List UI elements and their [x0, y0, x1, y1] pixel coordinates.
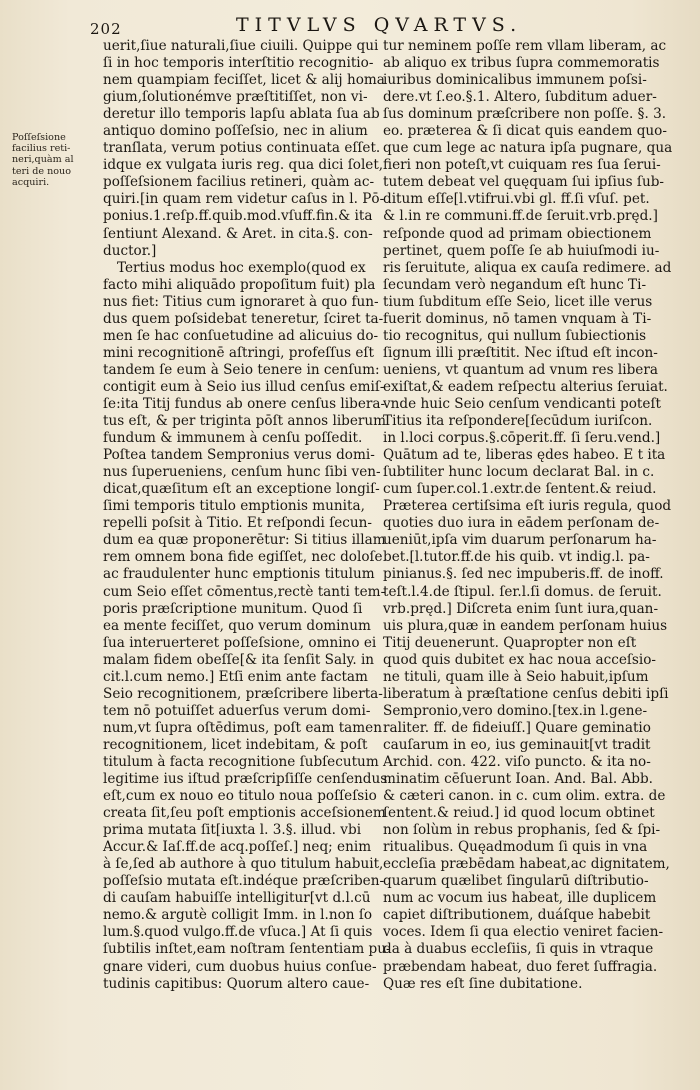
text-line: malam fidem obeſſe[& ita ſenſit Saly. in: [103, 651, 375, 668]
text-line: prima mutata ſit[iuxta l. 3.§. illud. vbi: [103, 822, 362, 839]
text-line: ditum eſſe[l.vtifrui.vbi gl. ff.ſi vſuſ. pet.: [383, 191, 650, 208]
text-line: ſus dominum præſcribere non poſſe. §. 3.: [383, 106, 667, 123]
text-line: ea mente feciſſet, quo verum dominum: [103, 617, 371, 634]
text-line: eſt,cum ex nouo eo titulo noua poſſeſsio: [103, 788, 377, 805]
text-line: & cæteri canon. in c. cum olim. extra. de: [383, 788, 666, 805]
text-line: in l.loci corpus.§.cōperit.ff. ſi ſeru.vend.]: [383, 430, 661, 447]
text-line: cauſarum in eo, ius geminauit[vt tradit: [383, 736, 651, 753]
text-line: iuribus dominicalibus immunem poſsi-: [383, 72, 647, 89]
text-line: tem nō potuiſſet aduerſus verum domi-: [103, 702, 371, 719]
text-line: di cauſam habuiſſe intelligitur[vt d.l.cū: [103, 890, 371, 907]
text-line: num ac vocum ius habeat, ille duplicem: [383, 890, 657, 907]
margin-note-line: neri,quàm al: [12, 154, 74, 166]
text-line: poris præſcriptione munitum. Quod ſi: [103, 600, 363, 617]
text-line: ueniūt,ipſa vim duarum perſonarum ha-: [383, 532, 657, 549]
text-line: tus eſt, & per triginta pōſt annos liberum: [103, 413, 387, 430]
text-line: raliter. ff. de fideiuſſ.] Quare geminatio: [383, 719, 651, 736]
text-line: non ſolùm in rebus prophanis, ſed & ſpi-: [383, 822, 661, 839]
text-line: ac fraudulenter hunc emptionis titulum: [103, 566, 375, 583]
text-line: ſimi temporis titulo emptionis munita,: [103, 498, 365, 515]
text-line: ris ſeruitute, aliqua ex cauſa redimere. ad: [383, 259, 672, 276]
text-line: voces. Idem ſi qua electio veniret facien-: [383, 924, 664, 941]
text-line: teſt.l.4.de ſtipul. ſer.l.ſi domus. de ſeruit.: [383, 583, 662, 600]
text-line: eo. præterea & ſi dicat quis eandem quo-: [383, 123, 667, 140]
page-number: 202: [90, 20, 122, 38]
text-line: gnare videri, cum duobus huius conſue-: [103, 958, 377, 975]
text-line: quiri.[in quam rem videtur caſus in l. Pō-: [103, 191, 385, 208]
text-line: fuerit dominus, nō tamen vnquam à Ti-: [383, 310, 652, 327]
right-column: [383, 38, 673, 993]
text-line: Titius ita reſpondere[ſecūdum iuriſcon.: [383, 413, 653, 430]
text-line: reſponde quod ad primam obiectionem: [383, 225, 652, 242]
text-line: pertinet, quem poſſe ſe ab huiuſmodi iu-: [383, 242, 660, 259]
text-line: vrb.pręd.] Diſcreta enim ſunt iura,quan-: [383, 600, 659, 617]
text-line: repelli poſsit à Titio. Et reſpondi ſecun-: [103, 515, 373, 532]
text-line: Tertius modus hoc exemplo(quod ex: [117, 259, 366, 276]
margin-note-line: teri de nouo: [12, 165, 72, 177]
text-line: tutem debeat vel quęquam ſui ipſius ſub-: [383, 174, 665, 191]
text-line: Quæ res eſt ſine dubitatione.: [383, 975, 583, 992]
text-line: eccleſia præbēdam habeat,ac dignitatem,: [383, 856, 670, 873]
text-line: cum Seio eſſet cōmentus,rectè tanti tem-: [103, 583, 386, 600]
text-line: Quātum ad te, liberas ędes habeo. E t ita: [383, 447, 666, 464]
text-line: ueniens, vt quantum ad vnum res libera: [383, 361, 658, 378]
text-line: ſua interuerteret poſſeſsione, omnino ei: [103, 634, 377, 651]
text-line: contigit eum à Seio ius illud cenſus emiſ-: [103, 378, 385, 395]
text-line: facto mihi aliquādo propoſitum fuit) pla: [103, 276, 376, 293]
text-line: deretur illo temporis lapſu ablata ſua ab: [103, 106, 380, 123]
text-line: ſecundam verò negandum eſt hunc Ti-: [383, 276, 647, 293]
text-line: ſi in hoc temporis interſtitio recognitio-: [103, 55, 374, 72]
text-line: cum ſuper.col.1.extr.de ſentent.& reiud.: [383, 481, 657, 498]
text-line: capiet diſtributionem, duáſque habebit: [383, 907, 651, 924]
text-line: tio recognitus, qui nullum ſubiectionis: [383, 327, 647, 344]
text-line: fundum & immunem à cenſu poſſedit.: [103, 430, 363, 447]
text-line: nus fiet: Titius cum ignoraret à quo fun-: [103, 293, 379, 310]
text-line: da à duabus eccleſiis, ſi quis in vtraque: [383, 941, 654, 958]
text-line: & l.in re communi.ff.de ſeruit.vrb.pręd.]: [383, 208, 658, 225]
left-column: [103, 38, 391, 993]
text-line: exiſtat,& eadem reſpectu alterius ſeruiat.: [383, 378, 668, 395]
text-line: tium ſubditum eſſe Seio, licet ille verus: [383, 293, 653, 310]
text-line: creata ſit,ſeu poſt emptionis acceſsionem: [103, 805, 386, 822]
text-line: ſe:ita Titij fundus ab onere cenſus libera-: [103, 395, 386, 412]
text-line: mini recognitionē aſtringi, profeſſus eſt: [103, 344, 374, 361]
text-line: Titij deuenerunt. Quapropter non eſt: [383, 634, 637, 651]
text-line: Poſtea tandem Sempronius verus domi-: [103, 447, 375, 464]
text-line: cit.l.cum nemo.] Etſi enim ante factam: [103, 668, 368, 685]
text-line: poſſeſsio mutata eſt.indéque præſcriben-: [103, 873, 385, 890]
text-line: quoties duo iura in eādem perſonam de-: [383, 515, 660, 532]
text-line: fieri non poteſt,vt cuiquam res ſua ſerui-: [383, 157, 661, 174]
text-line: lum.§.quod vulgo.ff.de vſuca.] At ſi quis: [103, 924, 373, 941]
text-line: ſubtilis inſtet,eam noſtram ſententiam pu-: [103, 941, 391, 958]
text-line: titulum à facta recognitione ſubſecutum: [103, 753, 379, 770]
text-line: recognitionem, licet indebitam, & poſt: [103, 736, 368, 753]
text-line: men ſe hac conſuetudine ad alicuius do-: [103, 327, 379, 344]
text-line: dicat,quæſitum eſt an exceptione longiſ-: [103, 481, 380, 498]
page-title: TITVLVS QVARTVS.: [236, 14, 523, 36]
margin-note-line: Poſſeſsione: [12, 132, 66, 143]
text-line: Sempronio,vero domino.[tex.in l.gene-: [383, 702, 648, 719]
text-line: uerit,ſiue naturali,ſiue ciuili. Quippe qui: [103, 38, 379, 54]
text-line: minatim cēſuerunt Ioan. And. Bal. Abb.: [383, 771, 653, 788]
running-head: [0, 14, 700, 40]
text-line: rem omnem bona fide egiſſet, nec doloſe: [103, 549, 383, 566]
text-line: antiquo domino poſſeſsio, nec in alium: [103, 123, 368, 140]
text-line: ſignum illi præſtitit. Nec iſtud eſt incon-: [383, 344, 658, 361]
text-line: Archid. con. 422. viſo puncto. & ita no-: [383, 753, 651, 770]
text-line: ductor.]: [103, 242, 157, 259]
text-line: dere.vt ſ.eo.§.1. Altero, ſubditum aduer-: [383, 89, 657, 106]
text-line: dus quem poſsidebat teneretur, ſciret ta-: [103, 310, 384, 327]
text-line: dum ea quæ proponerētur: Si titius illam: [103, 532, 386, 549]
text-line: quarum quælibet ſingularū diſtributio-: [383, 873, 649, 890]
margin-note-line: acquiri.: [12, 176, 50, 188]
margin-note: [12, 132, 108, 188]
margin-note-line: facilius reti-: [12, 143, 71, 155]
text-line: quod quis dubitet ex hac noua acceſsio-: [383, 651, 657, 668]
text-line: ſentiunt Alexand. & Aret. in cita.§. con-: [103, 225, 373, 242]
text-line: ſubtiliter hunc locum declarat Bal. in c.: [383, 464, 655, 481]
text-line: nus ſuperueniens, cenſum hunc ſibi ven-: [103, 464, 381, 481]
text-line: liberatum à præſtatione cenſus debiti ipſi: [383, 685, 669, 702]
text-line: nemo.& argutè colligit Imm. in l.non ſo: [103, 907, 373, 924]
text-line: ab aliquo ex tribus ſupra commemoratis: [383, 55, 660, 72]
text-line: tandem ſe eum à Seio tenere in cenſum:: [103, 361, 380, 378]
text-line: vnde huic Seio cenſum vendicanti poteſt: [383, 395, 661, 412]
text-line: ſentent.& reiud.] id quod locum obtinet: [383, 805, 655, 822]
text-line: gium,ſolutionémve præſtitiſſet, non vi-: [103, 89, 368, 106]
text-line: pinianus.§. ſed nec impuberis.ff. de inoff.: [383, 566, 664, 583]
text-line: bet.[l.tutor.ff.de his quib. vt indig.l. pa-: [383, 549, 650, 566]
text-line: uis plura,quæ in eandem perſonam huius: [383, 617, 668, 634]
text-line: legitime ius iſtud præſcripſiſſe cenſendus: [103, 771, 388, 788]
text-line: ritualibus. Quęadmodum ſi quis in vna: [383, 839, 648, 856]
text-line: ne tituli, quam ille à Seio habuit,ipſum: [383, 668, 649, 685]
text-line: præbendam habeat, duo feret ſuffragia.: [383, 958, 658, 975]
text-line: idque ex vulgata iuris reg. qua dici ſolet,: [103, 157, 384, 174]
text-line: tudinis capitibus: Quorum altero caue-: [103, 975, 370, 992]
text-line: tranſlata, verum potius continuata eſſet.: [103, 140, 381, 157]
text-line: que cum lege ac natura ipſa pugnare, qua: [383, 140, 673, 157]
text-line: Præterea certiſsima eſt iuris regula, quod: [383, 498, 672, 515]
text-line: ponius.1.reſp.ff.quib.mod.vſuff.fin.& ita: [103, 208, 373, 225]
text-line: nem quampiam feciſſet, licet & alij homa: [103, 72, 385, 89]
text-line: Accur.& Iaſ.ff.de acq.poſſeſ.] neq; enim: [103, 839, 372, 856]
text-line: à ſe,ſed ab authore à quo titulum habuit,: [103, 856, 384, 873]
text-line: num,vt ſupra oſtēdimus, poſt eam tamen: [103, 719, 382, 736]
text-line: tur neminem poſſe rem vllam liberam, ac: [383, 38, 667, 54]
text-line: poſſeſsionem facilius retineri, quàm ac-: [103, 174, 375, 191]
text-line: Seio recognitionem, præſcribere liberta-: [103, 685, 383, 702]
